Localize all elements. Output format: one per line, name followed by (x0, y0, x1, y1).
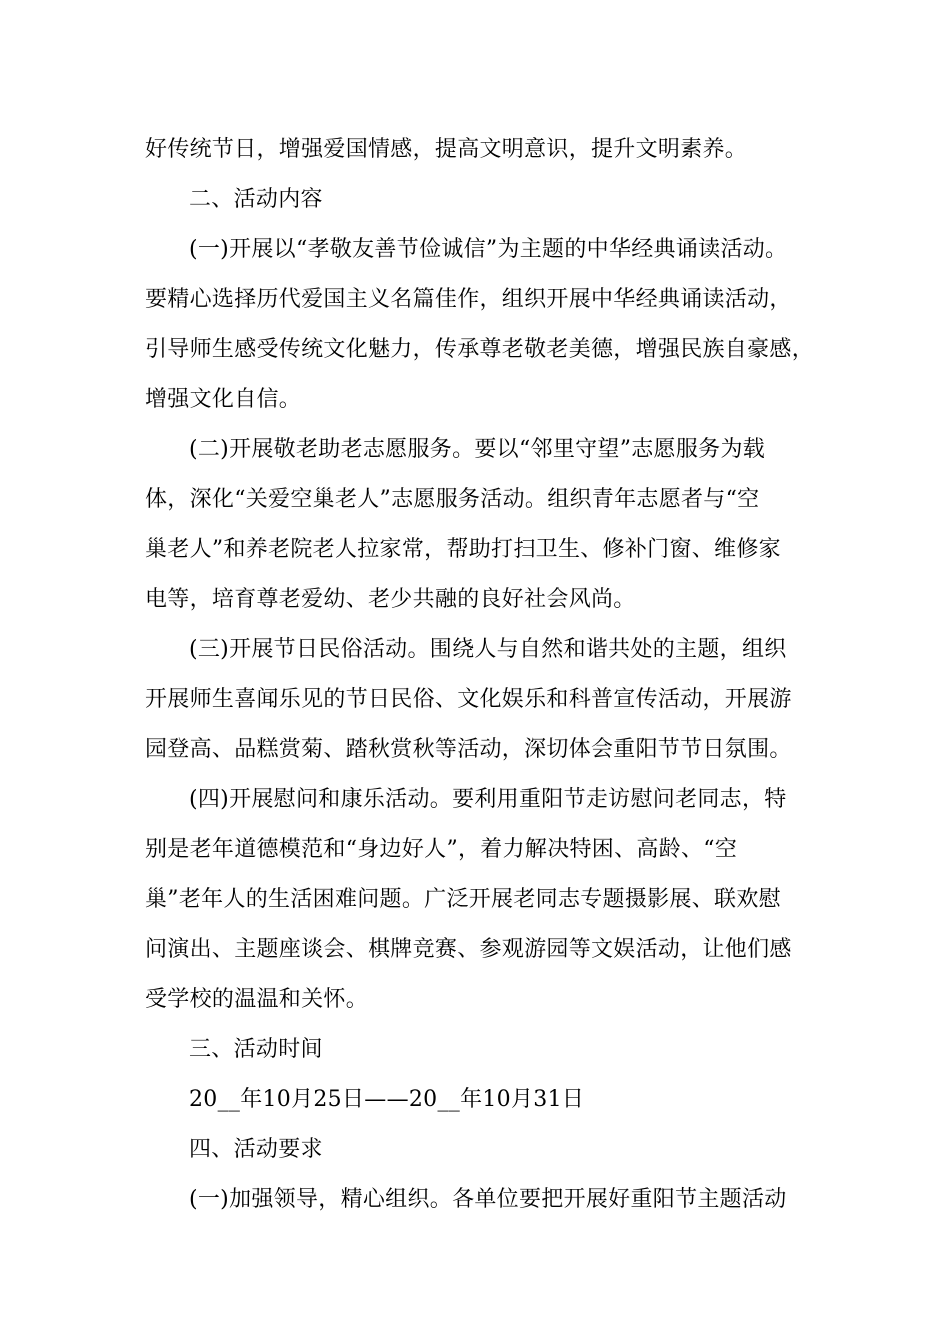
paragraph-line: 受学校的温温和关怀。 (145, 987, 369, 1012)
date-range-line: 20__年10月25日——20__年10月31日 (189, 1087, 585, 1112)
paragraph-line: (一)加强领导，精心组织。各单位要把开展好重阳节主题活动 (189, 1187, 787, 1212)
paragraph-line: (一)开展以“孝敬友善节俭诚信”为主题的中华经典诵读活动。 (189, 237, 788, 262)
section-heading: 三、活动时间 (189, 1037, 323, 1062)
paragraph-line: 园登高、品糕赏菊、踏秋赏秋等活动，深切体会重阳节节日氛围。 (145, 737, 792, 762)
section-heading: 四、活动要求 (189, 1137, 323, 1162)
paragraph-line: 问演出、主题座谈会、棋牌竞赛、参观游园等文娱活动，让他们感 (145, 937, 792, 962)
paragraph-line: (三)开展节日民俗活动。围绕人与自然和谐共处的主题，组织 (189, 637, 787, 662)
paragraph-line: 开展师生喜闻乐见的节日民俗、文化娱乐和科普宣传活动，开展游 (145, 687, 792, 712)
paragraph-line: 别是老年道德模范和“身边好人”，着力解决特困、高龄、“空 (145, 837, 738, 862)
paragraph-line: 增强文化自信。 (145, 387, 302, 412)
paragraph-line: 好传统节日，增强爱国情感，提高文明意识，提升文明素养。 (145, 137, 748, 162)
paragraph-line: 体，深化“关爱空巢老人”志愿服务活动。组织青年志愿者与“空 (145, 487, 760, 512)
paragraph-line: (四)开展慰问和康乐活动。要利用重阳节走访慰问老同志，特 (189, 787, 787, 812)
section-heading: 二、活动内容 (189, 187, 323, 212)
paragraph-line: (二)开展敬老助老志愿服务。要以“邻里守望”志愿服务为载 (189, 437, 766, 462)
paragraph-line: 电等，培育尊老爱幼、老少共融的良好社会风尚。 (145, 587, 636, 612)
paragraph-line: 引导师生感受传统文化魅力，传承尊老敬老美德，增强民族自豪感， (145, 337, 815, 362)
paragraph-line: 巢”老年人的生活困难问题。广泛开展老同志专题摄影展、联欢慰 (145, 887, 781, 912)
paragraph-line: 要精心选择历代爱国主义名篇佳作，组织开展中华经典诵读活动， (145, 287, 792, 312)
paragraph-line: 巢老人”和养老院老人拉家常，帮助打扫卫生、修补门窗、维修家 (145, 537, 781, 562)
